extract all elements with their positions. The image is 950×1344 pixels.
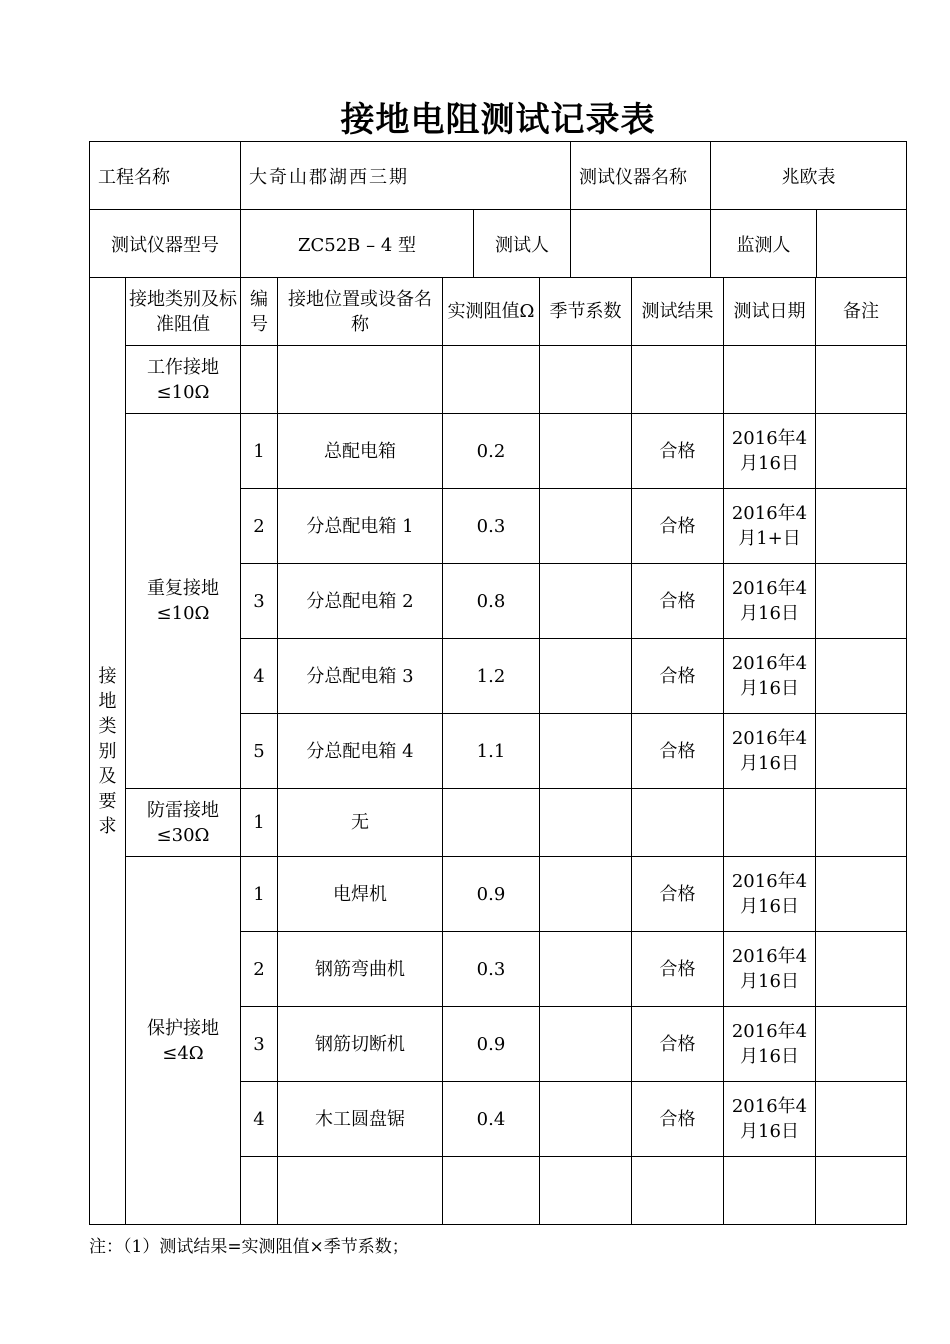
column-header-row bbox=[90, 278, 907, 346]
location-cell: 分总配电箱 1 bbox=[278, 489, 443, 564]
location-cell: 钢筋弯曲机 bbox=[278, 932, 443, 1007]
location-cell bbox=[278, 1157, 443, 1225]
number-cell bbox=[241, 346, 278, 414]
result-cell bbox=[632, 1157, 724, 1225]
location-cell: 分总配电箱 3 bbox=[278, 639, 443, 714]
supervisor-label: 监测人 bbox=[711, 210, 817, 278]
number-cell: 1 bbox=[241, 857, 278, 932]
table-row bbox=[90, 789, 907, 857]
header-row-2 bbox=[89, 209, 907, 278]
date-cell bbox=[724, 1157, 816, 1225]
result-cell bbox=[632, 346, 724, 414]
number-cell bbox=[241, 1157, 278, 1225]
date-cell bbox=[724, 789, 816, 857]
resistance-cell: 0.8 bbox=[443, 564, 540, 639]
supervisor-value bbox=[817, 210, 907, 278]
location-cell: 分总配电箱 2 bbox=[278, 564, 443, 639]
resistance-cell bbox=[443, 1157, 540, 1225]
grounding-table bbox=[89, 277, 907, 1225]
table-row bbox=[90, 346, 907, 414]
instrument-name-value: 兆欧表 bbox=[711, 142, 907, 210]
result-cell: 合格 bbox=[632, 1007, 724, 1082]
season-cell bbox=[540, 857, 632, 932]
season-cell bbox=[540, 414, 632, 489]
instrument-model-value: ZC52B – 4 型 bbox=[241, 210, 474, 278]
number-cell: 3 bbox=[241, 564, 278, 639]
resistance-cell: 1.1 bbox=[443, 714, 540, 789]
location-cell: 分总配电箱 4 bbox=[278, 714, 443, 789]
category-cell: 工作接地≤10Ω bbox=[126, 346, 241, 414]
date-cell: 2016年4月1+日 bbox=[724, 489, 816, 564]
remark-cell bbox=[816, 489, 907, 564]
table-row bbox=[90, 414, 907, 489]
resistance-cell: 0.9 bbox=[443, 857, 540, 932]
resistance-cell: 0.2 bbox=[443, 414, 540, 489]
date-cell: 2016年4月16日 bbox=[724, 1007, 816, 1082]
season-cell bbox=[540, 489, 632, 564]
date-cell: 2016年4月16日 bbox=[724, 932, 816, 1007]
result-cell: 合格 bbox=[632, 1082, 724, 1157]
result-cell: 合格 bbox=[632, 564, 724, 639]
header-row-1 bbox=[89, 141, 907, 210]
project-name-value: 大奇山郡湖西三期 bbox=[241, 142, 571, 210]
category-cell: 保护接地≤4Ω bbox=[126, 857, 241, 1225]
number-cell: 2 bbox=[241, 932, 278, 1007]
tester-value bbox=[571, 210, 711, 278]
season-cell bbox=[540, 1082, 632, 1157]
side-label bbox=[90, 278, 126, 1225]
result-cell: 合格 bbox=[632, 639, 724, 714]
result-cell: 合格 bbox=[632, 857, 724, 932]
remark-cell bbox=[816, 857, 907, 932]
number-cell: 1 bbox=[241, 414, 278, 489]
resistance-cell: 0.9 bbox=[443, 1007, 540, 1082]
project-name-label: 工程名称 bbox=[90, 142, 241, 210]
number-cell: 5 bbox=[241, 714, 278, 789]
number-cell: 1 bbox=[241, 789, 278, 857]
date-cell: 2016年4月16日 bbox=[724, 1082, 816, 1157]
resistance-cell bbox=[443, 789, 540, 857]
season-cell bbox=[540, 932, 632, 1007]
date-cell: 2016年4月16日 bbox=[724, 414, 816, 489]
remark-cell bbox=[816, 789, 907, 857]
resistance-cell: 0.3 bbox=[443, 932, 540, 1007]
date-cell: 2016年4月16日 bbox=[724, 564, 816, 639]
column-header-remark: 备注 bbox=[816, 278, 907, 346]
location-cell: 电焊机 bbox=[278, 857, 443, 932]
location-cell: 钢筋切断机 bbox=[278, 1007, 443, 1082]
remark-cell bbox=[816, 932, 907, 1007]
season-cell bbox=[540, 1157, 632, 1225]
remark-cell bbox=[816, 1157, 907, 1225]
side-label-text: 接地类别及要求 bbox=[98, 665, 117, 837]
location-cell bbox=[278, 346, 443, 414]
remark-cell bbox=[816, 1007, 907, 1082]
column-header-category: 接地类别及标准阻值 bbox=[126, 278, 241, 346]
resistance-cell: 1.2 bbox=[443, 639, 540, 714]
date-cell: 2016年4月16日 bbox=[724, 714, 816, 789]
date-cell bbox=[724, 346, 816, 414]
remark-cell bbox=[816, 346, 907, 414]
remark-cell bbox=[816, 564, 907, 639]
column-header-resistance: 实测阻值Ω bbox=[443, 278, 540, 346]
resistance-cell: 0.4 bbox=[443, 1082, 540, 1157]
tester-label: 测试人 bbox=[474, 210, 571, 278]
season-cell bbox=[540, 346, 632, 414]
category-cell: 重复接地≤10Ω bbox=[126, 414, 241, 789]
result-cell: 合格 bbox=[632, 489, 724, 564]
season-cell bbox=[540, 639, 632, 714]
remark-cell bbox=[816, 1082, 907, 1157]
number-cell: 2 bbox=[241, 489, 278, 564]
season-cell bbox=[540, 714, 632, 789]
remark-cell bbox=[816, 639, 907, 714]
column-header-number: 编号 bbox=[241, 278, 278, 346]
column-header-location: 接地位置或设备名称 bbox=[278, 278, 443, 346]
number-cell: 4 bbox=[241, 1082, 278, 1157]
table-row bbox=[90, 857, 907, 932]
result-cell: 合格 bbox=[632, 932, 724, 1007]
footnote: 注：（1）测试结果=实测阻值×季节系数； bbox=[89, 1237, 409, 1257]
remark-cell bbox=[816, 714, 907, 789]
date-cell: 2016年4月16日 bbox=[724, 857, 816, 932]
resistance-cell: 0.3 bbox=[443, 489, 540, 564]
season-cell bbox=[540, 789, 632, 857]
page-title: 接地电阻测试记录表 bbox=[340, 100, 656, 140]
number-cell: 3 bbox=[241, 1007, 278, 1082]
column-header-result: 测试结果 bbox=[632, 278, 724, 346]
instrument-name-label: 测试仪器名称 bbox=[571, 142, 711, 210]
number-cell: 4 bbox=[241, 639, 278, 714]
category-cell: 防雷接地≤30Ω bbox=[126, 789, 241, 857]
column-header-season: 季节系数 bbox=[540, 278, 632, 346]
result-cell: 合格 bbox=[632, 714, 724, 789]
date-cell: 2016年4月16日 bbox=[724, 639, 816, 714]
column-header-date: 测试日期 bbox=[724, 278, 816, 346]
location-cell: 无 bbox=[278, 789, 443, 857]
location-cell: 总配电箱 bbox=[278, 414, 443, 489]
remark-cell bbox=[816, 414, 907, 489]
resistance-cell bbox=[443, 346, 540, 414]
result-cell: 合格 bbox=[632, 414, 724, 489]
season-cell bbox=[540, 564, 632, 639]
result-cell bbox=[632, 789, 724, 857]
season-cell bbox=[540, 1007, 632, 1082]
location-cell: 木工圆盘锯 bbox=[278, 1082, 443, 1157]
instrument-model-label: 测试仪器型号 bbox=[90, 210, 241, 278]
